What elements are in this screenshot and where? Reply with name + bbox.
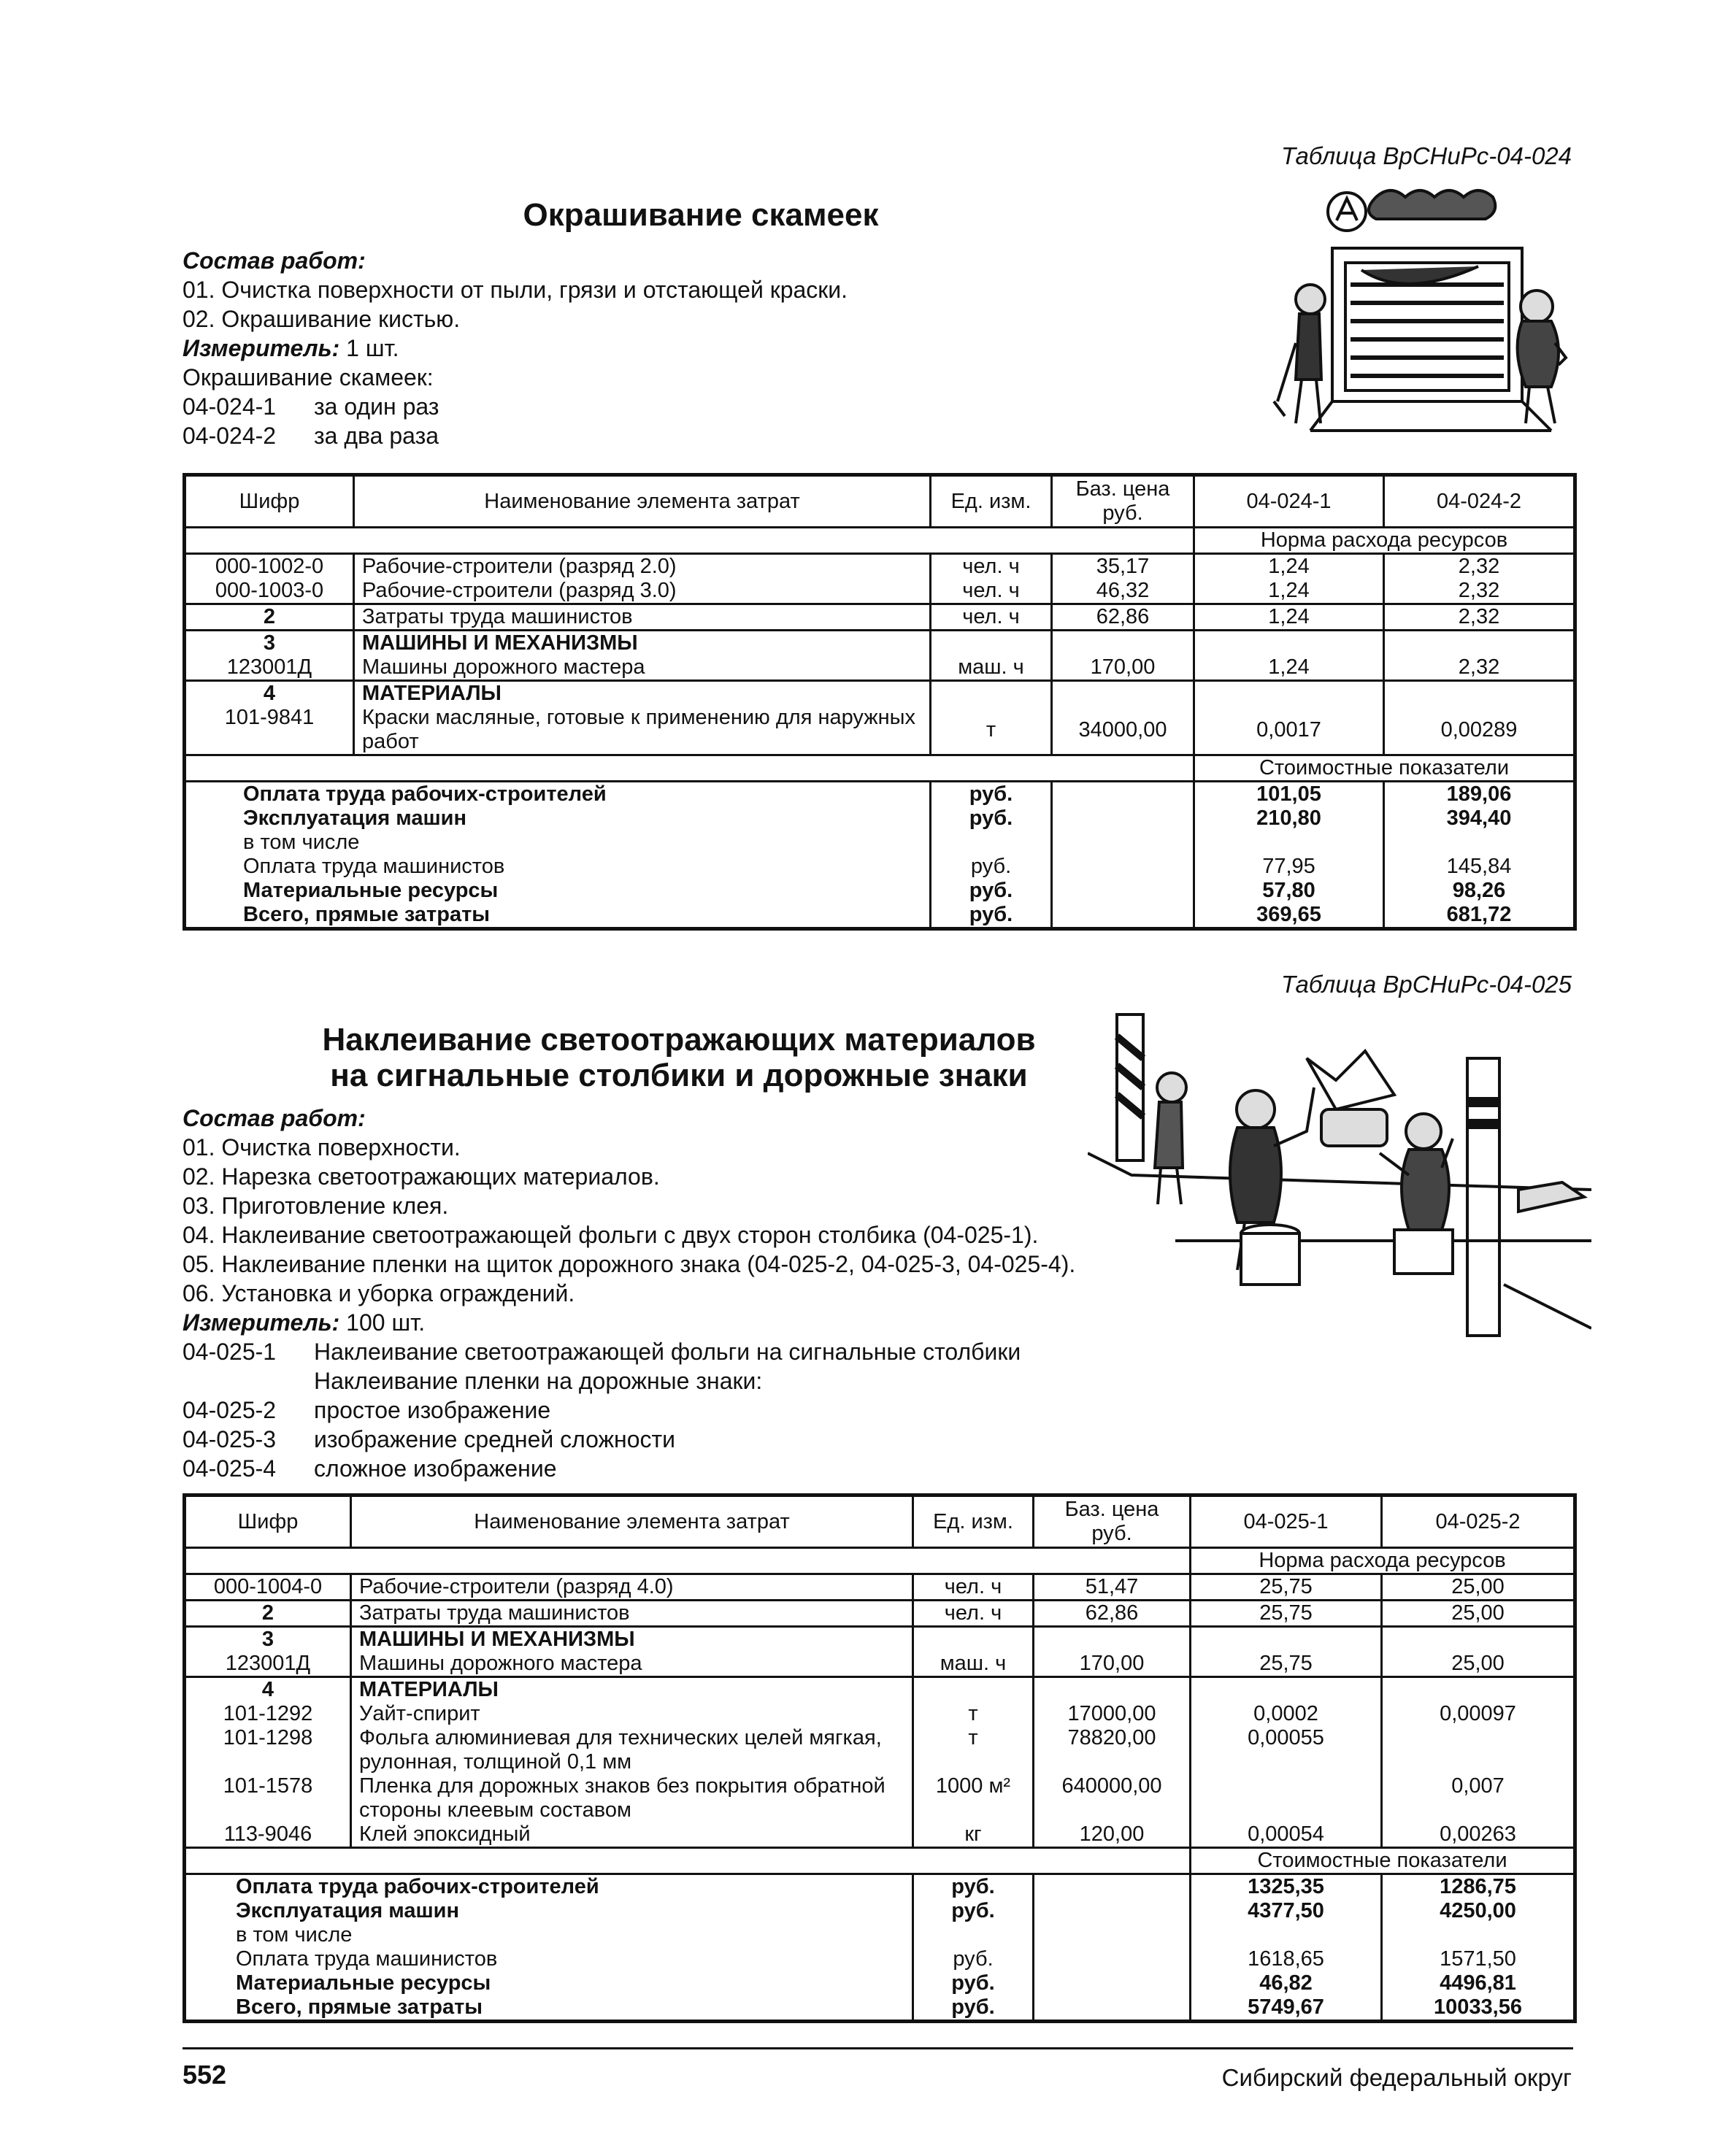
total-name: Эксплуатация машин <box>243 806 467 830</box>
col-header-name: Наименование элемента затрат <box>354 475 931 528</box>
cell-value-1: 0,0017 <box>1194 706 1384 755</box>
section-title-2-line-2: на сигнальные столбики и дорожные знаки <box>330 1058 1028 1094</box>
variant-code: 04-025-4 <box>183 1455 277 1482</box>
variant-code: 04-024-1 <box>183 393 277 420</box>
section-norms-row <box>185 1548 1575 1574</box>
cell-code: 3 <box>263 631 276 655</box>
cell-code: 000-1002-0 <box>215 555 324 578</box>
total-name: в том числе <box>236 1923 353 1947</box>
cell-name: Краски масляные, готовые к применению для наружных работ <box>354 706 931 755</box>
cell-value-2: 0,007 <box>1382 1774 1575 1822</box>
totals-row <box>185 1874 1575 1900</box>
cell-unit: чел. ч <box>931 554 1052 580</box>
total-value-1: 46,82 <box>1191 1971 1382 1995</box>
cell-name: МАШИНЫ И МЕХАНИЗМЫ <box>354 631 931 656</box>
work-item: 02. Окрашивание кистью. <box>183 306 461 332</box>
total-value-2: 98,26 <box>1384 879 1575 903</box>
cell-name: Уайт-спирит <box>351 1702 913 1726</box>
measure-label: Измеритель: <box>183 1309 340 1336</box>
table-caption-1: Таблица ВрСНиРс-04-024 <box>1281 142 1572 169</box>
cell-name: МАТЕРИАЛЫ <box>354 681 931 707</box>
totals-row <box>185 782 1575 807</box>
variant-text: Наклеивание пленки на дорожные знаки: <box>314 1368 763 1394</box>
table-row <box>185 706 1575 755</box>
variant-text: изображение средней сложности <box>314 1426 676 1452</box>
section-norms-label: Норма расхода ресурсов <box>1194 528 1575 554</box>
total-value-1: 57,80 <box>1194 879 1384 903</box>
cell-value-2: 25,00 <box>1382 1574 1575 1601</box>
col-header-variant-2: 04-024-2 <box>1384 475 1575 528</box>
cell-value-1 <box>1191 1774 1382 1822</box>
cell-price: 62,86 <box>1052 604 1194 631</box>
total-name: Всего, прямые затраты <box>243 903 491 926</box>
cell-name: Машины дорожного мастера <box>351 1652 913 1677</box>
reflective-tape-illustration <box>1088 1007 1591 1343</box>
total-unit: руб. <box>913 1995 1034 2022</box>
table-row <box>185 1726 1575 1774</box>
cell-name: МАТЕРИАЛЫ <box>351 1677 913 1703</box>
total-unit: руб. <box>931 855 1052 879</box>
col-header-unit: Ед. изм. <box>913 1495 1034 1548</box>
composition-label: Состав работ: <box>183 1105 366 1131</box>
cell-unit: т <box>931 706 1052 755</box>
footer-region: Сибирский федеральный округ <box>1221 2064 1572 2091</box>
cell-unit: т <box>913 1726 1034 1774</box>
work-item: 01. Очистка поверхности. <box>183 1134 461 1160</box>
work-item: 06. Установка и уборка ограждений. <box>183 1280 575 1306</box>
cell-unit: чел. ч <box>931 579 1052 604</box>
page-number: 552 <box>183 2060 227 2090</box>
total-value-2: 145,84 <box>1384 855 1575 879</box>
total-value-2: 681,72 <box>1384 903 1575 929</box>
total-value-2: 1571,50 <box>1382 1947 1575 1971</box>
work-item: 05. Наклеивание пленки на щиток дорожного знака (04-025-2, 04-025-3, 04-025-4). <box>183 1251 1076 1277</box>
work-item: 04. Наклеивание светоотражающей фольги с двух сторон столбика (04-025-1). <box>183 1222 1039 1248</box>
cell-value-2: 25,00 <box>1382 1652 1575 1677</box>
table-row <box>185 681 1575 707</box>
section-costs-label: Стоимостные показатели <box>1194 755 1575 782</box>
cell-price: 35,17 <box>1052 554 1194 580</box>
cell-unit: маш. ч <box>931 655 1052 681</box>
cell-code: 101-9841 <box>224 706 315 729</box>
total-value-2: 394,40 <box>1384 806 1575 831</box>
section-title-2-line-1: Наклеивание светоотражающих материалов <box>322 1022 1036 1058</box>
cell-unit: кг <box>913 1822 1034 1848</box>
variant-code: 04-025-1 <box>183 1339 277 1365</box>
cell-code: 101-1578 <box>223 1774 313 1798</box>
total-value-1: 210,80 <box>1194 806 1384 831</box>
cell-code: 3 <box>261 1628 274 1651</box>
table-row <box>185 1627 1575 1652</box>
total-value-1: 101,05 <box>1194 782 1384 807</box>
variant-code: 04-025-3 <box>183 1426 277 1452</box>
totals-row <box>185 831 1575 855</box>
total-value-2: 1286,75 <box>1382 1874 1575 1900</box>
measure-label: Измеритель: <box>183 335 340 361</box>
total-value-1: 4377,50 <box>1191 1899 1382 1923</box>
total-value-2: 189,06 <box>1384 782 1575 807</box>
total-unit: руб. <box>913 1874 1034 1900</box>
total-value-2: 4496,81 <box>1382 1971 1575 1995</box>
cell-price: 78820,00 <box>1034 1726 1191 1774</box>
col-header-price: Баз. цена руб. <box>1034 1495 1191 1548</box>
cell-code: 2 <box>185 1601 351 1627</box>
cell-code: 000-1003-0 <box>215 579 324 602</box>
totals-row <box>185 903 1575 929</box>
totals-row <box>185 1995 1575 2022</box>
total-name: Всего, прямые затраты <box>236 1995 483 2019</box>
table-row <box>185 1677 1575 1703</box>
cell-price: 170,00 <box>1052 655 1194 681</box>
cell-price: 17000,00 <box>1034 1702 1191 1726</box>
total-unit: руб. <box>913 1971 1034 1995</box>
table-row <box>185 1822 1575 1848</box>
col-header-variant-2: 04-025-2 <box>1382 1495 1575 1548</box>
table-row <box>185 631 1575 656</box>
total-name: Оплата труда рабочих-строителей <box>243 782 607 806</box>
total-unit: руб. <box>913 1899 1034 1923</box>
cell-value-1: 1,24 <box>1194 554 1384 580</box>
totals-row <box>185 1899 1575 1923</box>
cell-code: 2 <box>185 604 354 631</box>
cell-code: 113-9046 <box>223 1822 312 1846</box>
work-item: 03. Приготовление клея. <box>183 1193 449 1219</box>
cell-name: Рабочие-строители (разряд 2.0) <box>354 554 931 580</box>
cell-unit: 1000 м² <box>913 1774 1034 1822</box>
cell-value-1: 25,75 <box>1191 1601 1382 1627</box>
total-value-2: 10033,56 <box>1382 1995 1575 2022</box>
section-norms-row <box>185 528 1575 554</box>
col-header-variant-1: 04-024-1 <box>1194 475 1384 528</box>
variant-text: за один раз <box>314 393 439 420</box>
measure-value: 100 шт. <box>346 1309 426 1336</box>
variant-code: 04-024-2 <box>183 423 277 449</box>
total-value-1: 77,95 <box>1194 855 1384 879</box>
cell-value-2: 2,32 <box>1384 554 1575 580</box>
table-row <box>185 604 1575 631</box>
total-name: Оплата труда рабочих-строителей <box>236 1875 599 1898</box>
total-value-1: 1618,65 <box>1191 1947 1382 1971</box>
table-row <box>185 1574 1575 1601</box>
cell-value-1: 0,0002 <box>1191 1702 1382 1726</box>
cell-unit: чел. ч <box>913 1601 1034 1627</box>
work-item: 02. Нарезка светоотражающих материалов. <box>183 1163 660 1190</box>
cost-table-1 <box>183 473 1577 931</box>
footer-divider <box>183 2047 1573 2049</box>
cell-code: 000-1004-0 <box>185 1574 351 1601</box>
total-value-1: 5749,67 <box>1191 1995 1382 2022</box>
cell-value-2 <box>1382 1726 1575 1774</box>
work-description-1 <box>183 246 848 450</box>
total-value-1: 1325,35 <box>1191 1874 1382 1900</box>
cell-unit: маш. ч <box>913 1652 1034 1677</box>
cell-name: Фольга алюминиевая для технических целей мягкая, рулонная, толщиной 0,1 мм <box>351 1726 913 1774</box>
variants-subtitle: Окрашивание скамеек: <box>183 364 434 390</box>
cell-unit: чел. ч <box>913 1574 1034 1601</box>
cell-value-1: 0,00055 <box>1191 1726 1382 1774</box>
cell-name: Пленка для дорожных знаков без покрытия обратной стороны клеевым составом <box>351 1774 913 1822</box>
totals-row <box>185 1947 1575 1971</box>
section-costs-row <box>185 755 1575 782</box>
total-name: Эксплуатация машин <box>236 1899 460 1922</box>
variant-text: сложное изображение <box>314 1455 557 1482</box>
total-name: Оплата труда машинистов <box>243 855 505 878</box>
cell-code: 123001Д <box>226 655 312 679</box>
totals-row <box>185 1971 1575 1995</box>
cell-name: Затраты труда машинистов <box>351 1601 913 1627</box>
total-unit: руб. <box>913 1947 1034 1971</box>
table-row <box>185 1652 1575 1677</box>
cell-name: Затраты труда машинистов <box>354 604 931 631</box>
measure-value: 1 шт. <box>346 335 399 361</box>
totals-row <box>185 855 1575 879</box>
cell-code: 4 <box>263 682 276 705</box>
section-title-1: Окрашивание скамеек <box>523 197 879 233</box>
cell-unit: чел. ч <box>931 604 1052 631</box>
work-item: 01. Очистка поверхности от пыли, грязи и отстающей краски. <box>183 277 848 303</box>
table-row <box>185 554 1575 580</box>
cell-name: МАШИНЫ И МЕХАНИЗМЫ <box>351 1627 913 1652</box>
section-norms-label: Норма расхода ресурсов <box>1191 1548 1575 1574</box>
table-header-row <box>185 1495 1575 1548</box>
section-costs-row <box>185 1848 1575 1874</box>
cell-price: 170,00 <box>1034 1652 1191 1677</box>
totals-row <box>185 806 1575 831</box>
cell-name: Рабочие-строители (разряд 4.0) <box>351 1574 913 1601</box>
cell-price: 46,32 <box>1052 579 1194 604</box>
cell-value-2: 2,32 <box>1384 604 1575 631</box>
cell-value-2: 2,32 <box>1384 579 1575 604</box>
table-header-row <box>185 475 1575 528</box>
cell-code: 123001Д <box>225 1652 311 1675</box>
variant-code: 04-025-2 <box>183 1397 277 1423</box>
table-row <box>185 1601 1575 1627</box>
section-title-2 <box>241 1022 1117 1094</box>
variant-text: Наклеивание светоотражающей фольги на сигнальные столбики <box>314 1339 1021 1365</box>
cell-value-1: 1,24 <box>1194 604 1384 631</box>
total-name: Оплата труда машинистов <box>236 1947 498 1971</box>
section-costs-label: Стоимостные показатели <box>1191 1848 1575 1874</box>
table-row <box>185 655 1575 681</box>
cell-value-2: 2,32 <box>1384 655 1575 681</box>
totals-row <box>185 879 1575 903</box>
total-unit: руб. <box>931 782 1052 807</box>
cell-value-2: 25,00 <box>1382 1601 1575 1627</box>
cell-value-1: 25,75 <box>1191 1574 1382 1601</box>
variant-text: за два раза <box>314 423 439 449</box>
col-header-name: Наименование элемента затрат <box>351 1495 913 1548</box>
cell-name: Машины дорожного мастера <box>354 655 931 681</box>
variant-text: простое изображение <box>314 1397 551 1423</box>
cell-value-1: 0,00054 <box>1191 1822 1382 1848</box>
total-value-2: 4250,00 <box>1382 1899 1575 1923</box>
total-name: Материальные ресурсы <box>243 879 499 902</box>
cell-price: 62,86 <box>1034 1601 1191 1627</box>
cell-value-2: 0,00289 <box>1384 706 1575 755</box>
cell-value-2: 0,00263 <box>1382 1822 1575 1848</box>
cell-value-1: 25,75 <box>1191 1652 1382 1677</box>
table-row <box>185 1702 1575 1726</box>
totals-row <box>185 1923 1575 1947</box>
cost-table-2 <box>183 1493 1577 2023</box>
total-value-1: 369,65 <box>1194 903 1384 929</box>
bench-painting-illustration <box>1267 182 1573 453</box>
total-unit: руб. <box>931 879 1052 903</box>
composition-label: Состав работ: <box>183 247 366 274</box>
total-unit: руб. <box>931 806 1052 831</box>
cell-code: 101-1292 <box>223 1702 313 1725</box>
col-header-price: Баз. цена руб. <box>1052 475 1194 528</box>
work-description-2 <box>183 1104 1075 1483</box>
table-row <box>185 579 1575 604</box>
cell-price: 51,47 <box>1034 1574 1191 1601</box>
cell-price: 34000,00 <box>1052 706 1194 755</box>
cell-unit: т <box>913 1702 1034 1726</box>
table-caption-2: Таблица ВрСНиРс-04-025 <box>1281 971 1572 998</box>
col-header-code: Шифр <box>185 1495 351 1548</box>
cell-value-2: 0,00097 <box>1382 1702 1575 1726</box>
cell-code: 4 <box>261 1678 274 1701</box>
total-name: Материальные ресурсы <box>236 1971 491 1995</box>
cell-price: 640000,00 <box>1034 1774 1191 1822</box>
total-name: в том числе <box>243 831 360 854</box>
col-header-unit: Ед. изм. <box>931 475 1052 528</box>
cell-value-1: 1,24 <box>1194 655 1384 681</box>
col-header-code: Шифр <box>185 475 354 528</box>
cell-price: 120,00 <box>1034 1822 1191 1848</box>
table-row <box>185 1774 1575 1822</box>
total-unit: руб. <box>931 903 1052 929</box>
cell-value-1: 1,24 <box>1194 579 1384 604</box>
cell-name: Клей эпоксидный <box>351 1822 913 1848</box>
col-header-variant-1: 04-025-1 <box>1191 1495 1382 1548</box>
cell-name: Рабочие-строители (разряд 3.0) <box>354 579 931 604</box>
cell-code: 101-1298 <box>223 1726 313 1749</box>
